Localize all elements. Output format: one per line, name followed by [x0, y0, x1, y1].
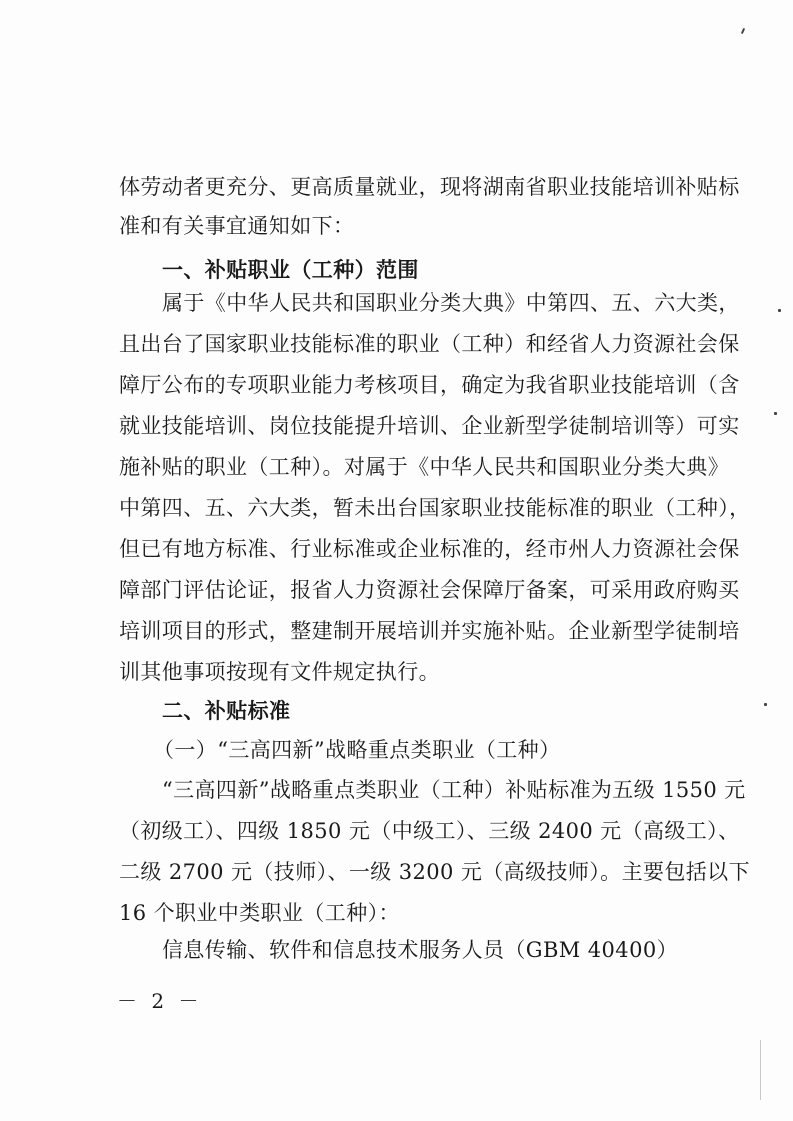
body-line: 体劳动者更充分、更高质量就业，现将湖南省职业技能培训补贴标	[119, 175, 740, 199]
scan-edge-mark	[760, 1040, 761, 1100]
body-line: 但已有地方标准、行业标准或企业标准的，经市州人力资源社会保	[119, 537, 740, 561]
page-number: － 2 －	[117, 989, 203, 1013]
body-line: 信息传输、软件和信息技术服务人员（GBM 40400）	[162, 938, 678, 962]
body-line: 准和有关事宜通知如下：	[119, 214, 355, 238]
body-line: 训其他事项按现有文件规定执行。	[119, 660, 440, 684]
body-line: （初级工）、四级 1850 元（中级工）、三级 2400 元（高级工）、	[119, 819, 740, 843]
scan-speck	[774, 412, 777, 415]
scan-speck	[741, 28, 745, 34]
body-line: 且出台了国家职业技能标准的职业（工种）和经省人力资源社会保	[119, 332, 740, 356]
subsection-heading: （一）“三高四新”战略重点类职业（工种）	[153, 738, 561, 762]
body-line: 障部门评估论证，报省人力资源社会保障厅备案，可采用政府购买	[119, 578, 740, 602]
body-line: 二级 2700 元（技师）、一级 3200 元（高级技师）。主要包括以下	[119, 860, 750, 884]
body-line: 施补贴的职业（工种）。对属于《中华人民共和国职业分类大典》	[119, 455, 730, 479]
body-line: 中第四、五、六大类，暂未出台国家职业技能标准的职业（工种），	[119, 496, 751, 520]
body-line: 培训项目的形式，整建制开展培训并实施补贴。企业新型学徒制培	[119, 619, 740, 643]
scan-speck	[778, 309, 781, 312]
section-heading-1: 一、补贴职业（工种）范围	[162, 258, 419, 282]
body-line: 就业技能培训、岗位技能提升培训、企业新型学徒制培训等）可实	[119, 414, 740, 438]
section-heading-2: 二、补贴标准	[162, 699, 291, 723]
scan-speck	[764, 703, 767, 706]
body-line: 障厅公布的专项职业能力考核项目，确定为我省职业技能培训（含	[119, 373, 740, 397]
body-line: 16 个职业中类职业（工种）：	[119, 901, 400, 925]
body-line: “三高四新”战略重点类职业（工种）补贴标准为五级 1550 元	[162, 778, 746, 802]
body-line: 属于《中华人民共和国职业分类大典》中第四、五、六大类，	[162, 291, 740, 315]
